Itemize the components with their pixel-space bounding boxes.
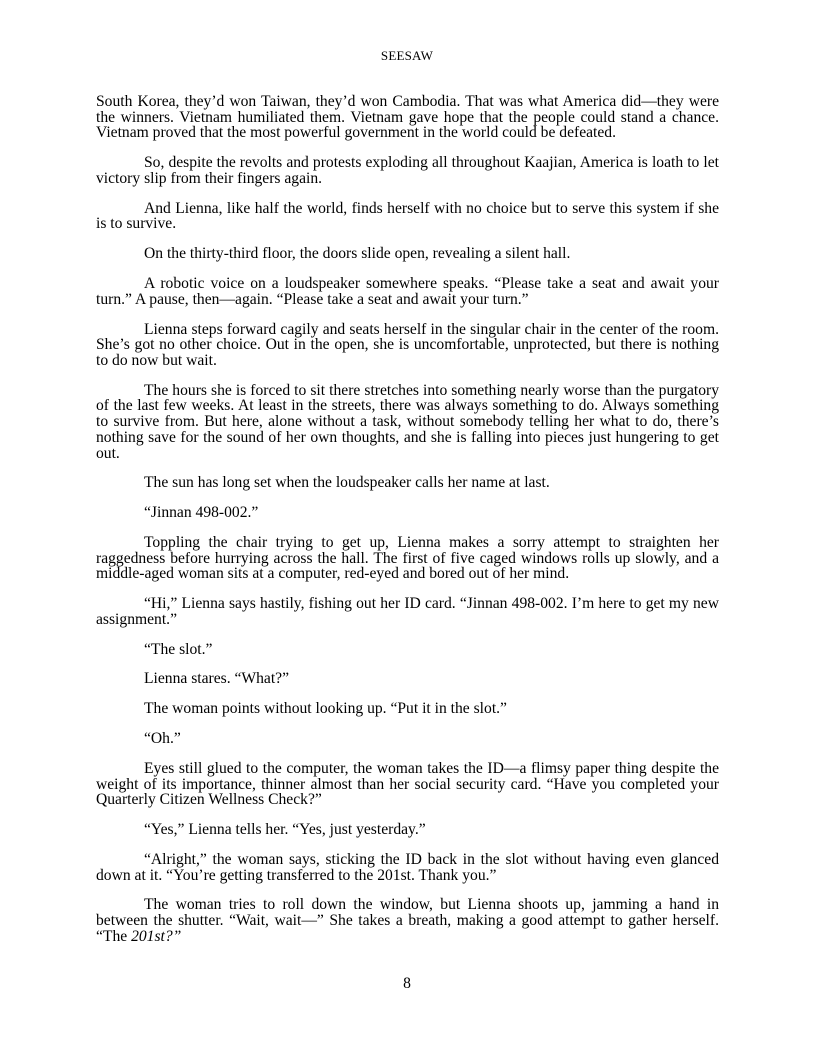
- body-text: [96, 94, 719, 944]
- paragraph: Eyes still glued to the computer, the woman takes the ID—a flimsy paper thing despite the weight of its importance, thinner almost than her social security card. “Have you completed your Quarterly Citizen Wellness Check?”: [96, 759, 719, 809]
- paragraph: The hours she is forced to sit there stretches into something nearly worse than the purgatory of the last few weeks. At least in the streets, there was always something to do. Always something to survive from. But here, alone without a task, without somebody telling her what to do, there’s nothing save for the sound of her own thoughts, and she is falling into pieces just hungering to get out.: [96, 381, 719, 462]
- paragraph: And Lienna, like half the world, finds herself with no choice but to serve this system if she is to survive.: [96, 199, 719, 233]
- paragraph: Lienna stares. “What?”: [144, 670, 290, 688]
- paragraph: “Jinnan 498-002.”: [144, 504, 259, 522]
- paragraph: South Korea, they’d won Taiwan, they’d won Cambodia. That was what America did—they were the winners. Vietnam humiliated them. Vietnam gave hope that the people could stand a chance. Vietnam proved that the most powerful government in the world could be defeated.: [96, 93, 719, 142]
- page-number: 8: [403, 975, 411, 992]
- paragraph: Toppling the chair trying to get up, Lienna makes a sorry attempt to straighten her raggedness before hurrying across the hall. The first of five caged windows rolls up slowly, and a middle-aged woman sits at a computer, red-eyed and bored out of her mind.: [96, 533, 719, 583]
- paragraph: On the thirty-third floor, the doors slide open, revealing a silent hall.: [144, 245, 571, 263]
- paragraph-final: [96, 897, 719, 944]
- emphasis-text: 201st?”: [131, 927, 182, 945]
- paragraph: The sun has long set when the loudspeaker calls her name at last.: [144, 474, 550, 492]
- paragraph: “Oh.”: [144, 730, 181, 747]
- paragraph: A robotic voice on a loudspeaker somewhere speaks. “Please take a seat and await your turn.” A pause, then—again. “Please take a seat and await your turn.”: [96, 275, 719, 308]
- running-header: SEESAW: [380, 48, 434, 63]
- paragraph-final-text: The woman tries to roll down the window, but Lienna shoots up, jamming a hand in between the shutter. “Wait, wait—” She takes a breath, making a good attempt to gather herself. “The: [96, 896, 719, 945]
- paragraph: The woman points without looking up. “Put it in the slot.”: [144, 700, 507, 718]
- paragraph: Lienna steps forward cagily and seats herself in the singular chair in the center of the room. She’s got no other choice. Out in the open, she is uncomfortable, unprotected, but there is nothing to do now but wait.: [96, 320, 719, 369]
- paragraph: So, despite the revolts and protests exploding all throughout Kaajian, America is loath to let victory slip from their fingers again.: [96, 154, 719, 187]
- paragraph: “The slot.”: [144, 640, 213, 658]
- paragraph: “Alright,” the woman says, sticking the ID back in the slot without having even glanced down at it. “You’re getting transferred to the 201st. Thank you.”: [96, 850, 719, 884]
- paragraph: “Hi,” Lienna says hastily, fishing out her ID card. “Jinnan 498-002. I’m here to get my new assignment.”: [96, 595, 719, 628]
- paragraph: “Yes,” Lienna tells her. “Yes, just yesterday.”: [144, 821, 426, 838]
